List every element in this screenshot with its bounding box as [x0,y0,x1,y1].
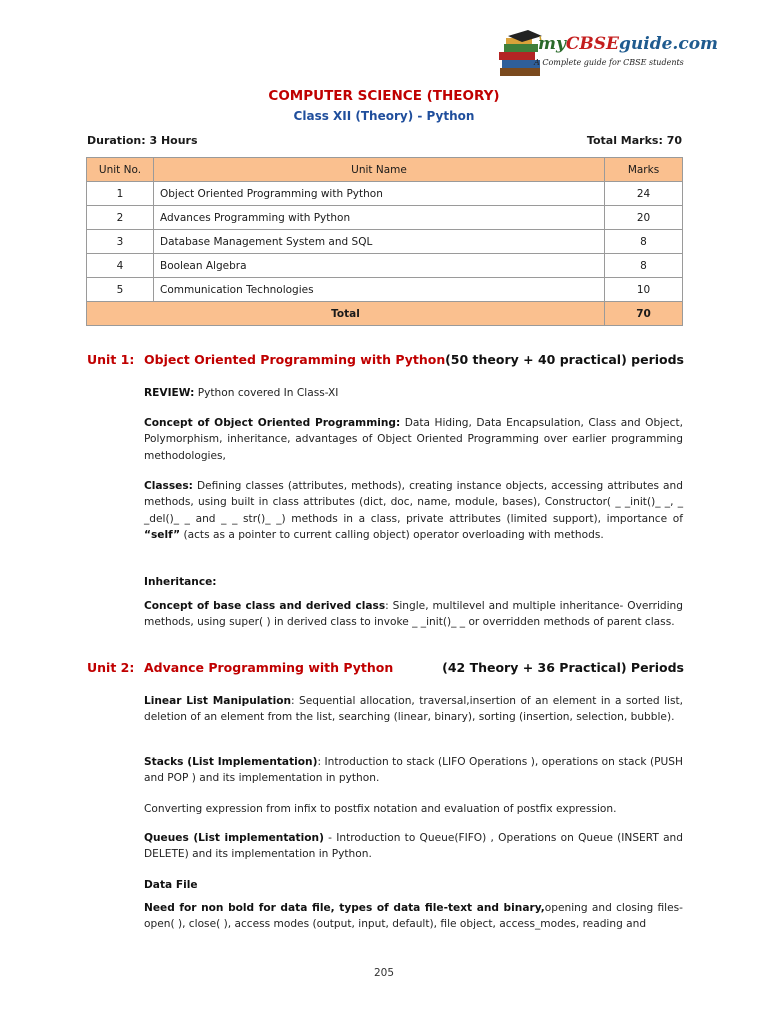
data-file-heading [144,877,683,893]
need-text: opening and closing files- open( ), close( ), access modes (output, input, default), file object, access_modes, reading and [144,902,683,931]
unit-name: Database Management System and SQL [154,230,605,254]
table-header-row [87,158,683,182]
review-label: REVIEW: [144,387,195,399]
unit-name: Advances Programming with Python [154,206,605,230]
list-text: : Sequential allocation, traversal,insertion of an element in a sorted list, deletion of an element from the list, searching (linear, binary), sorting (insertion, selection, bubble). [144,695,683,724]
review-paragraph [144,385,683,401]
logo-tagline: A Complete guide for CBSE students [534,58,684,67]
table-row [87,230,683,254]
unit-periods: (50 theory + 40 practical) periods [445,352,684,367]
table-row [87,206,683,230]
oop-label: Concept of Object Oriented Programming: [144,417,401,429]
stacks-text: : Introduction to stack (LIFO Operations ), operations on stack (PUSH and POP ) and its implementation in python. [144,756,683,785]
classes-paragraph [144,478,683,543]
queues-label: Queues (List implementation) [144,832,324,844]
inheritance-label: Inheritance: [144,576,217,588]
queues-paragraph [144,830,683,863]
stacks-label: Stacks (List Implementation) [144,756,318,768]
page-subtitle: Class XII (Theory) - Python [293,109,475,123]
total-value: 70 [605,302,683,326]
linear-list-paragraph [144,693,683,726]
unit-name: Advance Programming with Python [144,660,394,675]
self-keyword: “self” [144,528,181,541]
oop-paragraph [144,415,683,464]
unit-no: 3 [87,230,154,254]
page-title: COMPUTER SCIENCE (THEORY) [268,88,500,104]
unit-marks: 24 [605,182,683,206]
total-label: Total [87,302,605,326]
header-marks: Marks [605,158,683,182]
unit-periods: (42 Theory + 36 Practical) Periods [442,660,684,675]
base-label: Concept of base class and derived class [144,600,386,612]
list-label: Linear List Manipulation [144,695,292,707]
unit-name: Object Oriented Programming with Python [144,352,446,367]
unit-2-heading [87,660,684,675]
table-total-row [87,302,683,326]
duration: Duration: 3 Hours [87,134,198,147]
logo-name: myCBSEguide.com [538,34,719,54]
syllabus-table [86,157,683,326]
table-row [87,278,683,302]
unit-marks: 8 [605,230,683,254]
stacks-paragraph [144,754,683,787]
unit-no: 1 [87,182,154,206]
unit-name: Communication Technologies [154,278,605,302]
unit-no: 2 [87,206,154,230]
table-row [87,182,683,206]
converting-paragraph: Converting expression from infix to postfix notation and evaluation of postfix expression. [144,803,617,815]
classes-label: Classes: [144,480,193,492]
classes-text: Defining classes (attributes, methods), creating instance objects, accessing attributes and methods, using built in class attributes (dict, doc, name, module, bases), Constructor( _ _init()_ _, _ _del()_ _ and _ _ str()_ _) methods in a class, private attributes (limited support), importance of [144,480,683,525]
base-text: : Single, multilevel and multiple inheritance- Overriding methods, using super( ) in derived class to invoke _ _init()_ _ or overridden methods of parent class. [144,600,683,629]
unit-name: Object Oriented Programming with Python [154,182,605,206]
unit-name: Boolean Algebra [154,254,605,278]
table-row [87,254,683,278]
site-logo [498,26,719,84]
data-file-paragraph [144,900,683,933]
unit-marks: 20 [605,206,683,230]
classes-text-cont: (acts as a pointer to current calling object) operator overloading with methods. [180,528,604,541]
inheritance-heading [144,574,683,590]
unit-1-heading [87,352,684,367]
unit-no: 5 [87,278,154,302]
oop-text: Data Hiding, Data Encapsulation, Class and Object, Polymorphism, inheritance, advantages of Object Oriented Programming over earlier programming methodologies, [144,417,683,462]
header-unit-no: Unit No. [87,158,154,182]
unit-number: Unit 1: [87,352,135,367]
base-class-paragraph [144,598,683,631]
data-file-label: Data File [144,879,198,891]
unit-marks: 10 [605,278,683,302]
unit-number: Unit 2: [87,660,135,675]
page-number: 205 [373,967,395,979]
need-label: Need for non bold for data file, types of data file-text and binary, [144,902,545,914]
header-unit-name: Unit Name [154,158,605,182]
queues-text: - Introduction to Queue(FIFO) , Operations on Queue (INSERT and DELETE) and its implementation in Python. [144,832,684,861]
total-marks: Total Marks: 70 [586,134,682,147]
unit-no: 4 [87,254,154,278]
review-text: Python covered In Class-XI [194,387,339,399]
unit-marks: 8 [605,254,683,278]
